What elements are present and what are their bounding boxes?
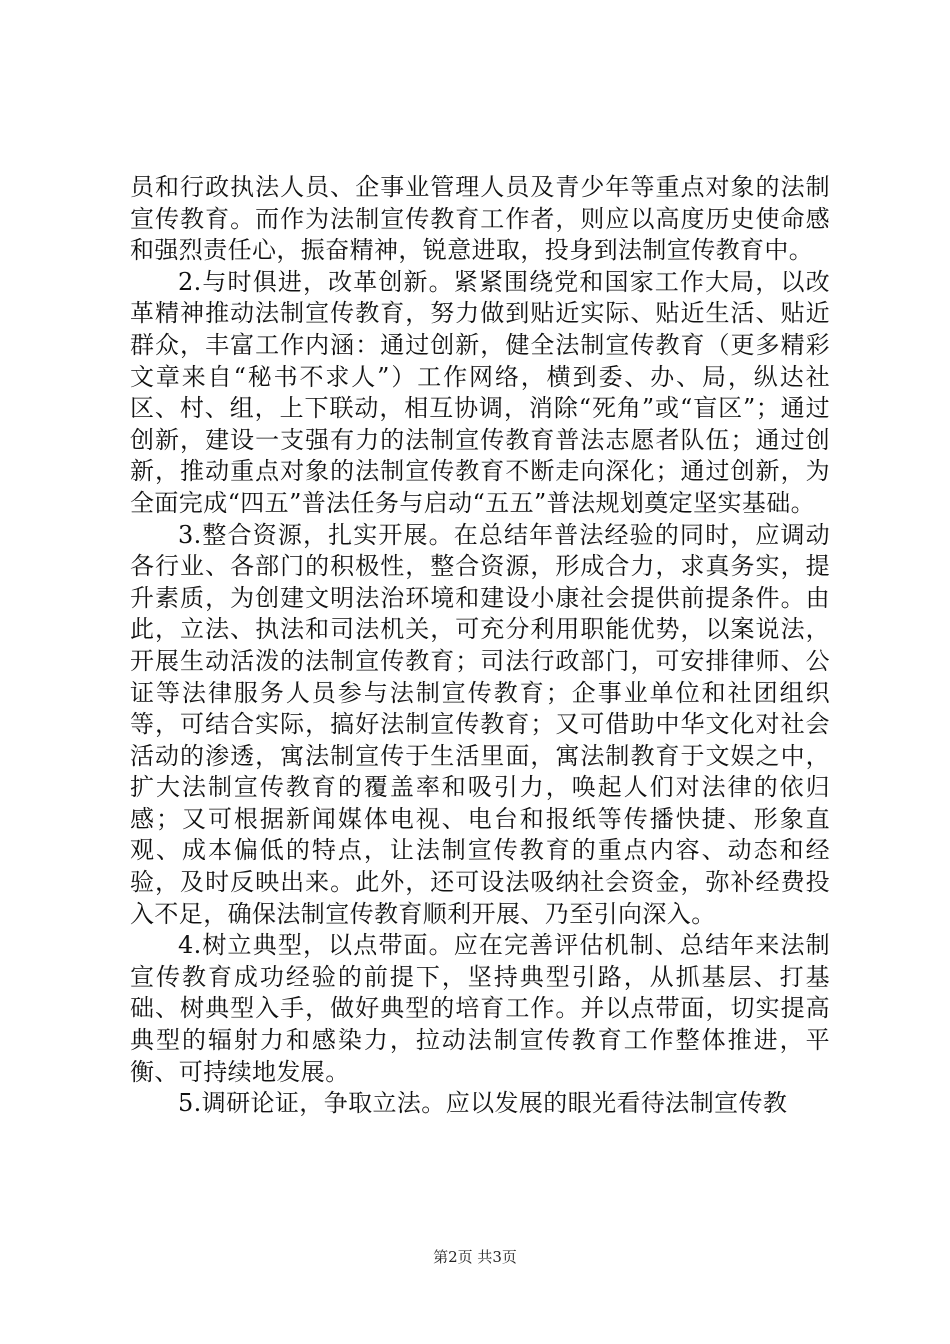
document-body	[130, 172, 830, 1120]
page-number-footer: 第2页 共3页	[433, 1248, 517, 1266]
paragraph-continuation: 员和行政执法人员、企事业管理人员及青少年等重点对象的法制宣传教育。而作为法制宣传教育工作者，则应以高度历史使命感和强烈责任心，振奋精神，锐意进取，投身到法制宣传教育中。	[130, 173, 830, 265]
paragraph-item-2: 2.与时俱进，改革创新。紧紧围绕党和国家工作大局，以改革精神推动法制宣传教育，努力做到贴近实际、贴近生活、贴近群众，丰富工作内涵：通过创新，健全法制宣传教育（更多精彩文章来自“秘书不求人”）工作网络，横到委、办、局，纵达社区、村、组，上下联动，相互协调，消除“死角”或“盲区”；通过创新，建设一支强有力的法制宣传教育普法志愿者队伍；通过创新，推动重点对象的法制宣传教育不断走向深化；通过创新，为全面完成“四五”普法任务与启动“五五”普法规划奠定坚实基础。	[130, 267, 830, 517]
paragraph-item-4: 4.树立典型，以点带面。应在完善评估机制、总结年来法制宣传教育成功经验的前提下，坚持典型引路，从抓基层、打基础、树典型入手，做好典型的培育工作。并以点带面，切实提高典型的辐射力和感染力，拉动法制宣传教育工作整体推进，平衡、可持续地发展。	[130, 931, 830, 1086]
paragraph-item-3: 3.整合资源，扎实开展。在总结年普法经验的同时，应调动各行业、各部门的积极性，整合资源，形成合力，求真务实，提升素质，为创建文明法治环境和建设小康社会提供前提条件。由此，立法、执法和司法机关，可充分利用职能优势，以案说法，开展生动活泼的法制宣传教育；司法行政部门，可安排律师、公证等法律服务人员参与法制宣传教育；企事业单位和社团组织等，可结合实际，搞好法制宣传教育；又可借助中华文化对社会活动的渗透，寓法制宣传于生活里面，寓法制教育于文娱之中，扩大法制宣传教育的覆盖率和吸引力，唤起人们对法律的依归感；又可根据新闻媒体电视、电台和报纸等传播快捷、形象直观、成本偏低的特点，让法制宣传教育的重点内容、动态和经验，及时反映出来。此外，还可设法吸纳社会资金，弥补经费投入不足，确保法制宣传教育顺利开展、乃至引向深入。	[130, 520, 830, 928]
paragraph-item-5: 5.调研论证，争取立法。应以发展的眼光看待法制宣传教	[178, 1089, 788, 1118]
